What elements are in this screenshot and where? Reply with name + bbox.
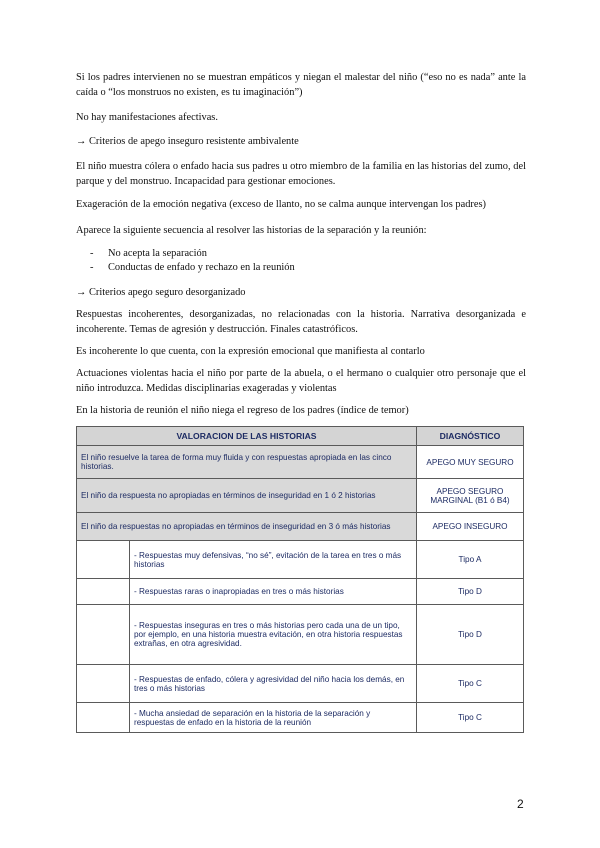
paragraph-1: Si los padres intervienen no se muestran empáticos y niegan el malestar del niño (“eso no es nada” ante la caída o “los monstruos no existen, es tu imaginación”): [76, 72, 526, 98]
table-subrow: [77, 605, 524, 665]
table-subrow: [77, 703, 524, 733]
table-subrow: [77, 665, 524, 703]
table-indent-cell: [77, 541, 130, 579]
list-item-text: Conductas de enfado y rechazo en la reunión: [108, 262, 295, 273]
list-dash: -: [90, 262, 94, 273]
table-cell-diagnosis: Tipo A: [417, 541, 524, 579]
table-cell-diagnosis: Tipo C: [417, 665, 524, 703]
paragraph-8: Respuestas incoherentes, desorganizadas, no relacionadas con la historia. Narrativa desorganizada e incoherente. Temas de agresión y destrucción. Finales catastróficos.: [76, 309, 526, 335]
table-row: [77, 446, 524, 479]
table-header-row: [77, 427, 524, 446]
table-cell-story: El niño resuelve la tarea de forma muy fluida y con respuestas apropiada en las cinco historias.: [77, 446, 417, 479]
paragraph-6: Aparece la siguiente secuencia al resolver las historias de la separación y la reunión:: [76, 225, 427, 236]
paragraph-4: El niño muestra cólera o enfado hacia sus padres u otro miembro de la familia en las historias del zumo, del parque y del monstruo. Incapacidad para gestionar emociones.: [76, 161, 526, 187]
table-indent-cell: [77, 605, 130, 665]
table-cell-story: - Respuestas raras o inapropiadas en tres o más historias: [130, 579, 417, 605]
table-header-stories: VALORACION DE LAS HISTORIAS: [77, 427, 417, 446]
table-header-diagnosis: DIAGNÓSTICO: [417, 427, 524, 446]
paragraph-9: Es incoherente lo que cuenta, con la expresión emocional que manifiesta al contarlo: [76, 346, 425, 357]
table-cell-story: - Mucha ansiedad de separación en la historia de la separación y respuestas de enfado en la historia de la reunión: [130, 703, 417, 733]
table-cell-diagnosis: Tipo D: [417, 605, 524, 665]
table-cell-diagnosis: Tipo C: [417, 703, 524, 733]
table-cell-story: El niño da respuesta no apropiadas en términos de inseguridad en 1 ó 2 historias: [77, 479, 417, 513]
valuation-table: [76, 426, 524, 733]
list-item: [90, 247, 207, 261]
list-dash: -: [90, 248, 94, 259]
table-cell-diagnosis: APEGO MUY SEGURO: [417, 446, 524, 479]
paragraph-5: Exageración de la emoción negativa (exceso de llanto, no se calma aunque intervengan los padres): [76, 199, 486, 210]
table-cell-story: - Respuestas de enfado, cólera y agresividad del niño hacia los demás, en tres o más historias: [130, 665, 417, 703]
page-number: 2: [517, 797, 524, 811]
table-subrow: [77, 579, 524, 605]
paragraph-2: No hay manifestaciones afectivas.: [76, 112, 218, 123]
paragraph-11: En la historia de reunión el niño niega el regreso de los padres (índice de temor): [76, 405, 409, 416]
table-cell-diagnosis: Tipo D: [417, 579, 524, 605]
table-row: [77, 479, 524, 513]
paragraph-criteria-ambivalent: → Criterios de apego inseguro resistente ambivalente: [76, 136, 299, 147]
table-row: [77, 513, 524, 541]
list-item: [90, 261, 295, 275]
table-indent-cell: [77, 579, 130, 605]
table-cell-story: - Respuestas muy defensivas, “no sé”, evitación de la tarea en tres o más historias: [130, 541, 417, 579]
paragraph-criteria-disorganized: → Criterios apego seguro desorganizado: [76, 287, 246, 298]
table-cell-story: - Respuestas inseguras en tres o más historias pero cada una de un tipo, por ejemplo, en una historia muestra evitación, en otra historia respuestas extrañas, en otra agresividad.: [130, 605, 417, 665]
paragraph-10: Actuaciones violentas hacia el niño por parte de la abuela, o el hermano o cualquier otro personaje que el niño introduzca. Medidas disciplinarias exageradas y violentas: [76, 368, 526, 394]
table-cell-diagnosis: APEGO SEGURO MARGINAL (B1 ó B4): [417, 479, 524, 513]
table-indent-cell: [77, 703, 130, 733]
table-cell-diagnosis: APEGO INSEGURO: [417, 513, 524, 541]
list-item-text: No acepta la separación: [108, 248, 207, 259]
table-subrow: [77, 541, 524, 579]
table-indent-cell: [77, 665, 130, 703]
table-cell-story: El niño da respuestas no apropiadas en términos de inseguridad en 3 ó más historias: [77, 513, 417, 541]
